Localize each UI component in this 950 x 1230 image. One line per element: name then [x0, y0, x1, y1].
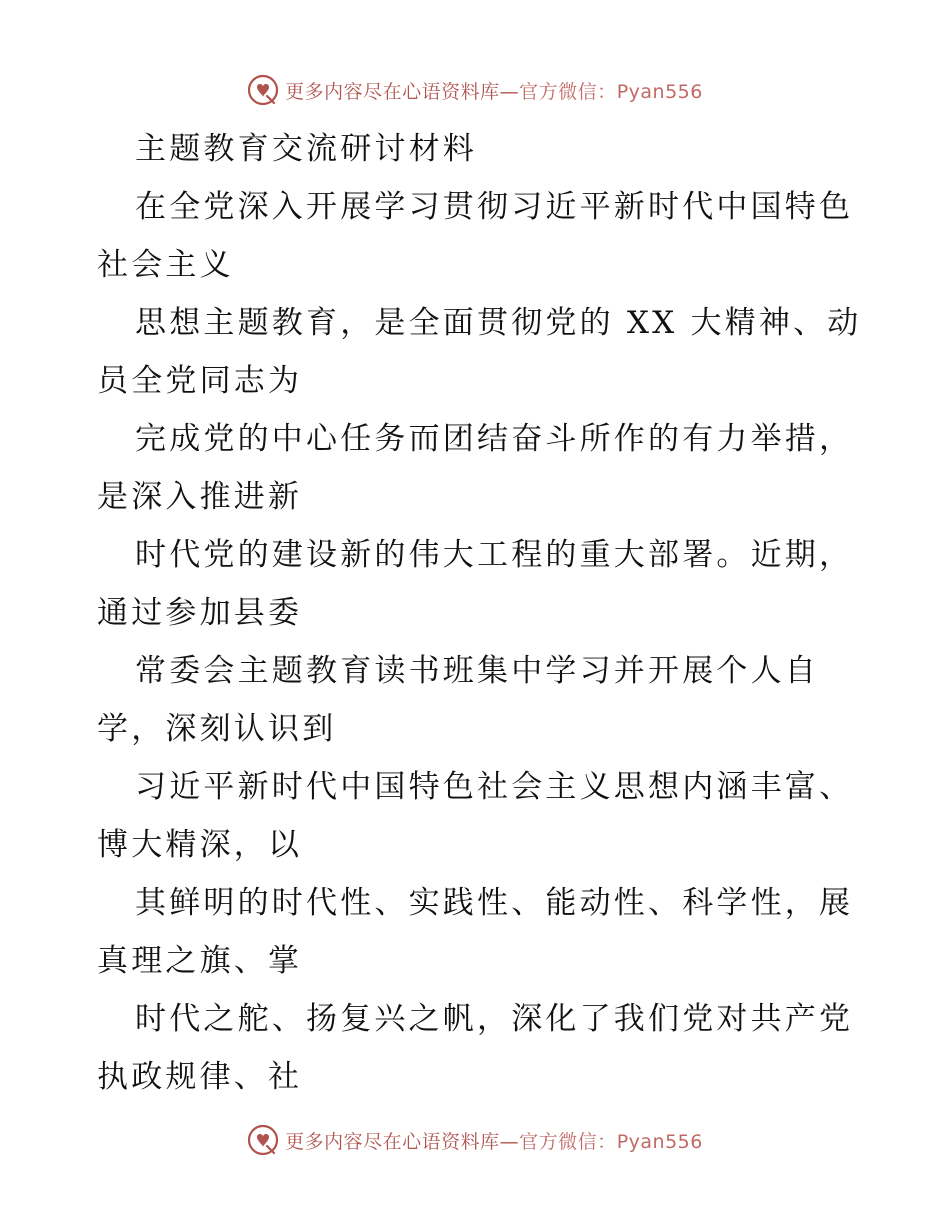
- paragraph-line: 思想主题教育，是全面贯彻党的 XX 大精神、动: [135, 305, 862, 341]
- footer-banner: [0, 1122, 950, 1158]
- header-separator: —: [499, 80, 520, 103]
- paragraph-line: 完成党的中心任务而团结奋斗所作的有力举措，: [135, 421, 854, 457]
- header-banner: [0, 72, 950, 108]
- paragraph-line: 时代党的建设新的伟大工程的重大部署。近期，: [135, 537, 854, 573]
- footer-wechat-id: Pyan556: [616, 1130, 703, 1153]
- paragraph-continuation: 社会主义: [97, 247, 234, 283]
- paragraph-line: 在全党深入开展学习贯彻习近平新时代中国特色: [135, 189, 854, 225]
- footer-banner-text: [285, 1127, 703, 1154]
- paragraph-continuation: 学，深刻认识到: [97, 711, 337, 747]
- heart-pen-logo-icon: [247, 1124, 279, 1156]
- paragraph: [97, 758, 857, 874]
- paragraph-continuation: 执政规律、社: [97, 1059, 303, 1095]
- header-brand: 更多内容尽在心语资料库: [285, 80, 500, 103]
- paragraph-line: 其鲜明的时代性、实践性、能动性、科学性，展: [135, 885, 854, 921]
- paragraph: [97, 178, 857, 294]
- paragraph: [97, 526, 857, 642]
- paragraph: [97, 642, 857, 758]
- paragraph: [97, 874, 857, 990]
- paragraph-continuation: 博大精深，以: [97, 827, 303, 863]
- paragraph-continuation: 真理之旗、掌: [97, 943, 303, 979]
- paragraph-line: 习近平新时代中国特色社会主义思想内涵丰富、: [135, 769, 854, 805]
- header-wechat-id: Pyan556: [616, 80, 703, 103]
- paragraph-line: 时代之舵、扬复兴之帆，深化了我们党对共产党: [135, 1001, 854, 1037]
- paragraph-continuation: 是深入推进新: [97, 479, 303, 515]
- document-body: [97, 120, 862, 1106]
- paragraph-line: 常委会主题教育读书班集中学习并开展个人自: [135, 653, 819, 689]
- paragraph: [97, 294, 862, 410]
- header-banner-text: [285, 77, 703, 104]
- paragraph: [97, 990, 857, 1106]
- paragraph-continuation: 员全党同志为: [97, 363, 303, 399]
- header-wechat-label: 官方微信：: [519, 80, 617, 103]
- document-title: 主题教育交流研讨材料: [135, 131, 477, 167]
- paragraph: [97, 410, 857, 526]
- footer-separator: —: [499, 1130, 520, 1153]
- heart-pen-logo-icon: [247, 74, 279, 106]
- footer-brand: 更多内容尽在心语资料库: [285, 1130, 500, 1153]
- footer-wechat-label: 官方微信：: [519, 1130, 617, 1153]
- paragraph-continuation: 通过参加县委: [97, 595, 303, 631]
